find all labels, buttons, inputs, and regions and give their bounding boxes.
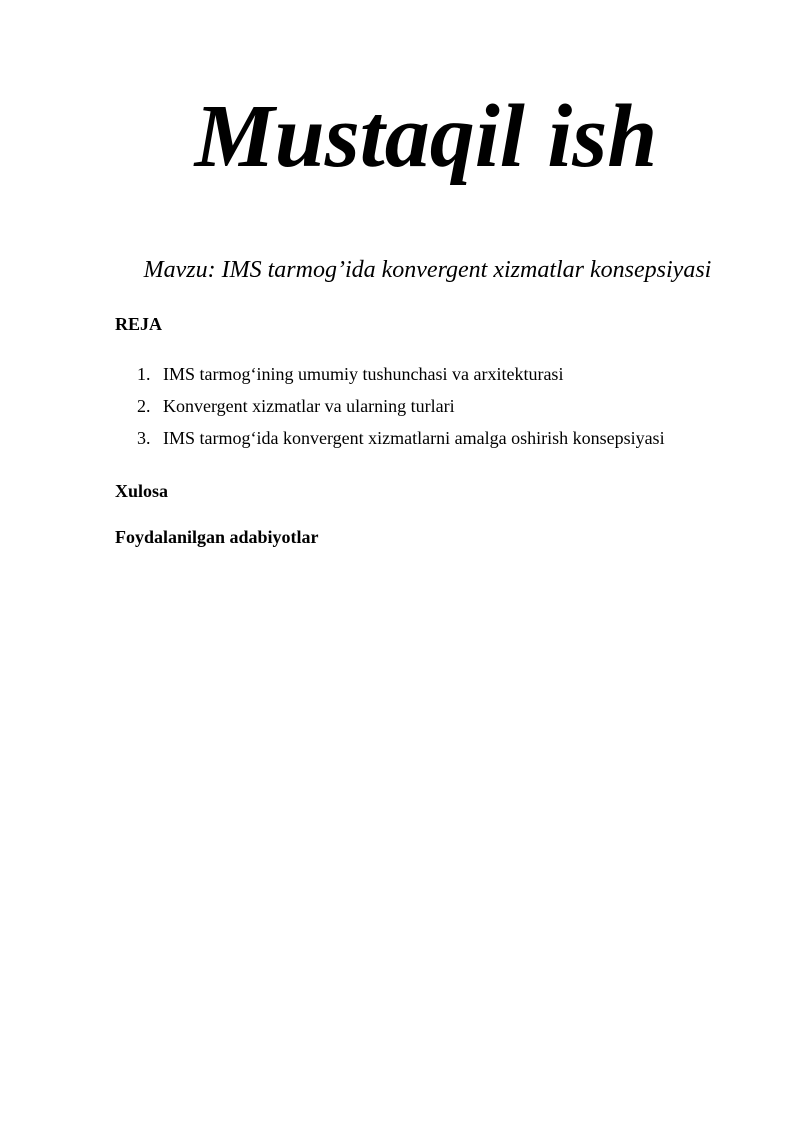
plan-item-text: IMS tarmog‘ining umumiy tushunchasi va arxitekturasi (163, 364, 564, 384)
document-title: Mustaqil ish (194, 87, 658, 186)
plan-item-number: 2. (137, 396, 151, 416)
plan-item-number: 3. (137, 428, 151, 448)
plan-item-text: Konvergent xizmatlar va ularning turlari (163, 396, 455, 416)
plan-item-number: 1. (137, 364, 151, 384)
plan-heading: REJA (115, 314, 163, 334)
references-heading: Foydalanilgan adabiyotlar (115, 527, 319, 547)
plan-item-text: IMS tarmog‘ida konvergent xizmatlarni amalga oshirish konsepsiyasi (163, 428, 665, 448)
conclusion-heading: Xulosa (115, 481, 169, 501)
document-subtitle: Mavzu: IMS tarmog’ida konvergent xizmatlar konsepsiyasi (143, 257, 712, 283)
